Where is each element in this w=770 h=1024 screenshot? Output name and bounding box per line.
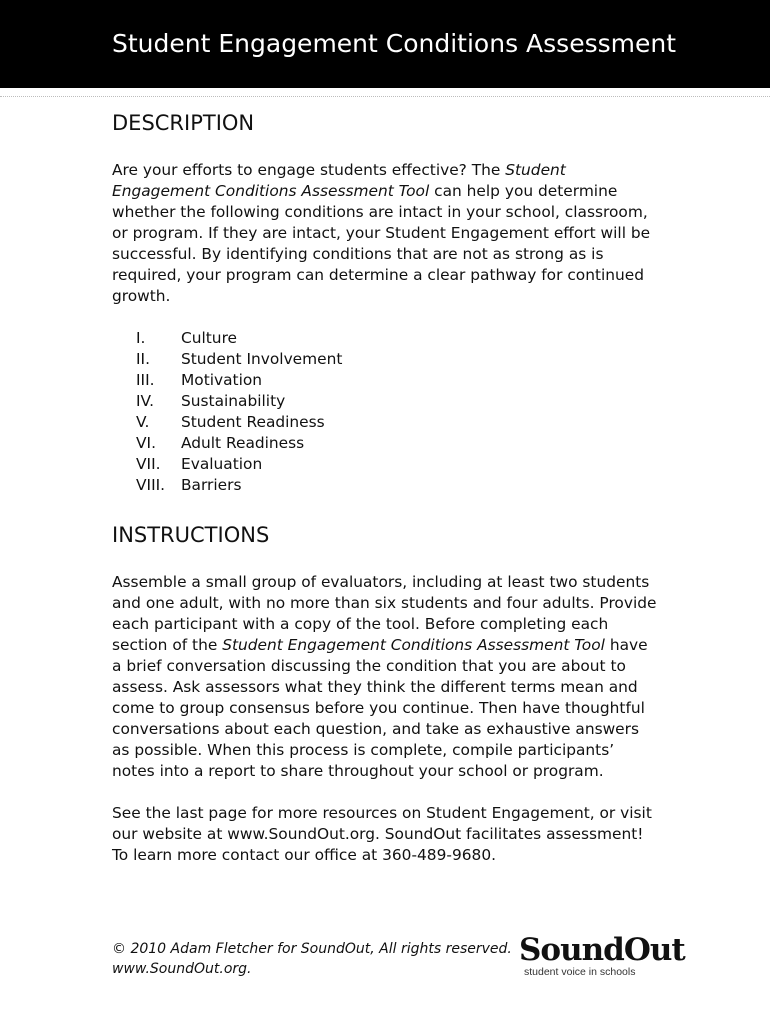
- list-item-number: IV.: [136, 392, 154, 410]
- resources-paragraph: See the last page for more resources on Student Engagement, or visit our website at www.SoundOut.org. SoundOut facilitates assessment! To learn more contact our office at 360-489-9680.: [112, 804, 652, 864]
- list-item-number: VI.: [136, 434, 156, 452]
- list-item-label: Culture: [181, 329, 238, 347]
- list-item-label: Barriers: [181, 476, 242, 494]
- description-paragraph: [112, 160, 657, 307]
- instructions-text-1: Assemble a small group of evaluators, including at least two students and one adult, with no more than six students and four adults. Provide each participant with a copy of the tool. Before completing each section of the: [112, 573, 657, 654]
- list-item-number: III.: [136, 371, 155, 389]
- list-item: [112, 391, 657, 412]
- list-item-label: Student Readiness: [181, 413, 325, 431]
- instructions-heading: INSTRUCTIONS: [112, 523, 270, 547]
- list-item: [112, 328, 657, 349]
- footer-copyright: [112, 939, 512, 979]
- list-item: [112, 475, 657, 496]
- list-item-number: V.: [136, 413, 150, 431]
- logo-wordmark: SoundOut: [519, 932, 685, 968]
- copyright-text: © 2010 Adam Fletcher for SoundOut, All rights reserved.: [112, 941, 512, 957]
- list-item-label: Sustainability: [181, 392, 286, 410]
- document-body: [112, 108, 657, 866]
- description-tool-name: Student Engagement Conditions Assessment Tool: [112, 161, 566, 200]
- list-item-number: I.: [136, 329, 146, 347]
- list-item-number: VII.: [136, 455, 161, 473]
- page-title: Student Engagement Conditions Assessment: [112, 29, 677, 58]
- list-item-label: Evaluation: [181, 455, 263, 473]
- description-heading: DESCRIPTION: [112, 111, 255, 135]
- list-item: [112, 454, 657, 475]
- list-item: [112, 433, 657, 454]
- description-text-2: can help you determine whether the following conditions are intact in your school, classroom, or program. If they are intact, your Student Engagement effort will be successful. By identifying conditions that are not as strong as is required, your program can determine a clear pathway for continued growth.: [112, 182, 651, 305]
- instructions-text-2: have a brief conversation discussing the condition that you are about to assess. Ask assessors what they think the different terms mean and come to group consensus before you continue. Then have thoughtful conversations about each question, and take as exhaustive answers as possible. When this process is complete, compile participants’ notes into a report to share throughout your school or program.: [112, 636, 648, 780]
- list-item-number: II.: [136, 350, 150, 368]
- description-text-1: Are your efforts to engage students effective? The: [112, 161, 506, 179]
- instructions-paragraph: [112, 572, 657, 782]
- list-item: [112, 370, 657, 391]
- list-item: [112, 412, 657, 433]
- soundout-logo: [519, 932, 685, 983]
- instructions-tool-name: Student Engagement Conditions Assessment Tool: [222, 636, 605, 654]
- list-item-label: Motivation: [181, 371, 263, 389]
- conditions-list: [112, 328, 657, 496]
- header-bar: [0, 0, 770, 88]
- list-item: [112, 349, 657, 370]
- header-divider: [0, 96, 770, 97]
- logo-tagline: student voice in schools: [524, 966, 636, 978]
- list-item-label: Adult Readiness: [181, 434, 305, 452]
- list-item-label: Student Involvement: [181, 350, 343, 368]
- footer-website-link[interactable]: www.SoundOut.org.: [112, 961, 252, 977]
- list-item-number: VIII.: [136, 476, 166, 494]
